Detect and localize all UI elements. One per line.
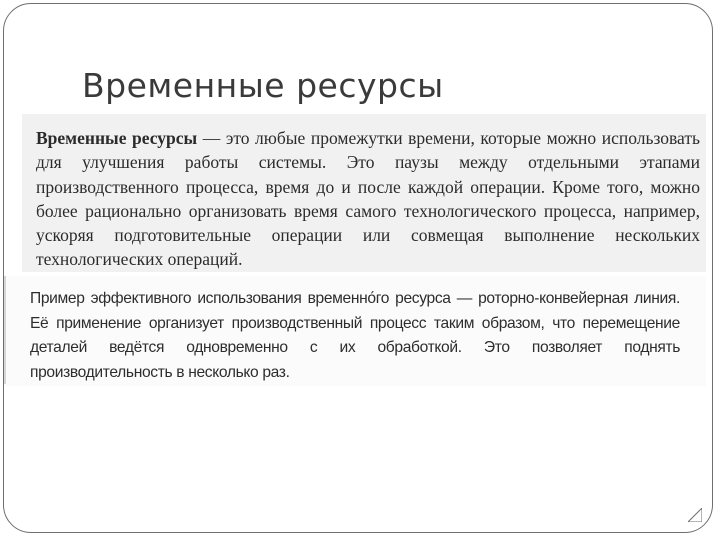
scanned-paragraph-1: [36, 126, 700, 272]
scanned-excerpt-2-edge: [4, 276, 6, 384]
slide-frame: [3, 3, 713, 533]
corner-fold-icon: [688, 508, 702, 522]
paragraph-1-body: — это любые промежутки времени, которые можно использовать для улучшения работы системы. Это паузы между отдельными этапами производственного процесса, время до и после каждой операции. Кроме того, можно более рационально организовать время самого технологического процесса, например, ускоряя подготовительные операции или совмещая выполнение нескольких технологических операций.: [36, 128, 700, 270]
paragraph-1-lead: Временные ресурсы: [36, 128, 198, 148]
scanned-paragraph-2: Пример эффективного использования временно́го ресурса — роторно-конвейерная линия. Её применение организует производственный процесс таким образом, что перемещение деталей ведётся одновременно с их обработкой. Это позволяет поднять производительность в несколько раз.: [30, 290, 680, 381]
slide-title: Временные ресурсы: [82, 66, 444, 105]
